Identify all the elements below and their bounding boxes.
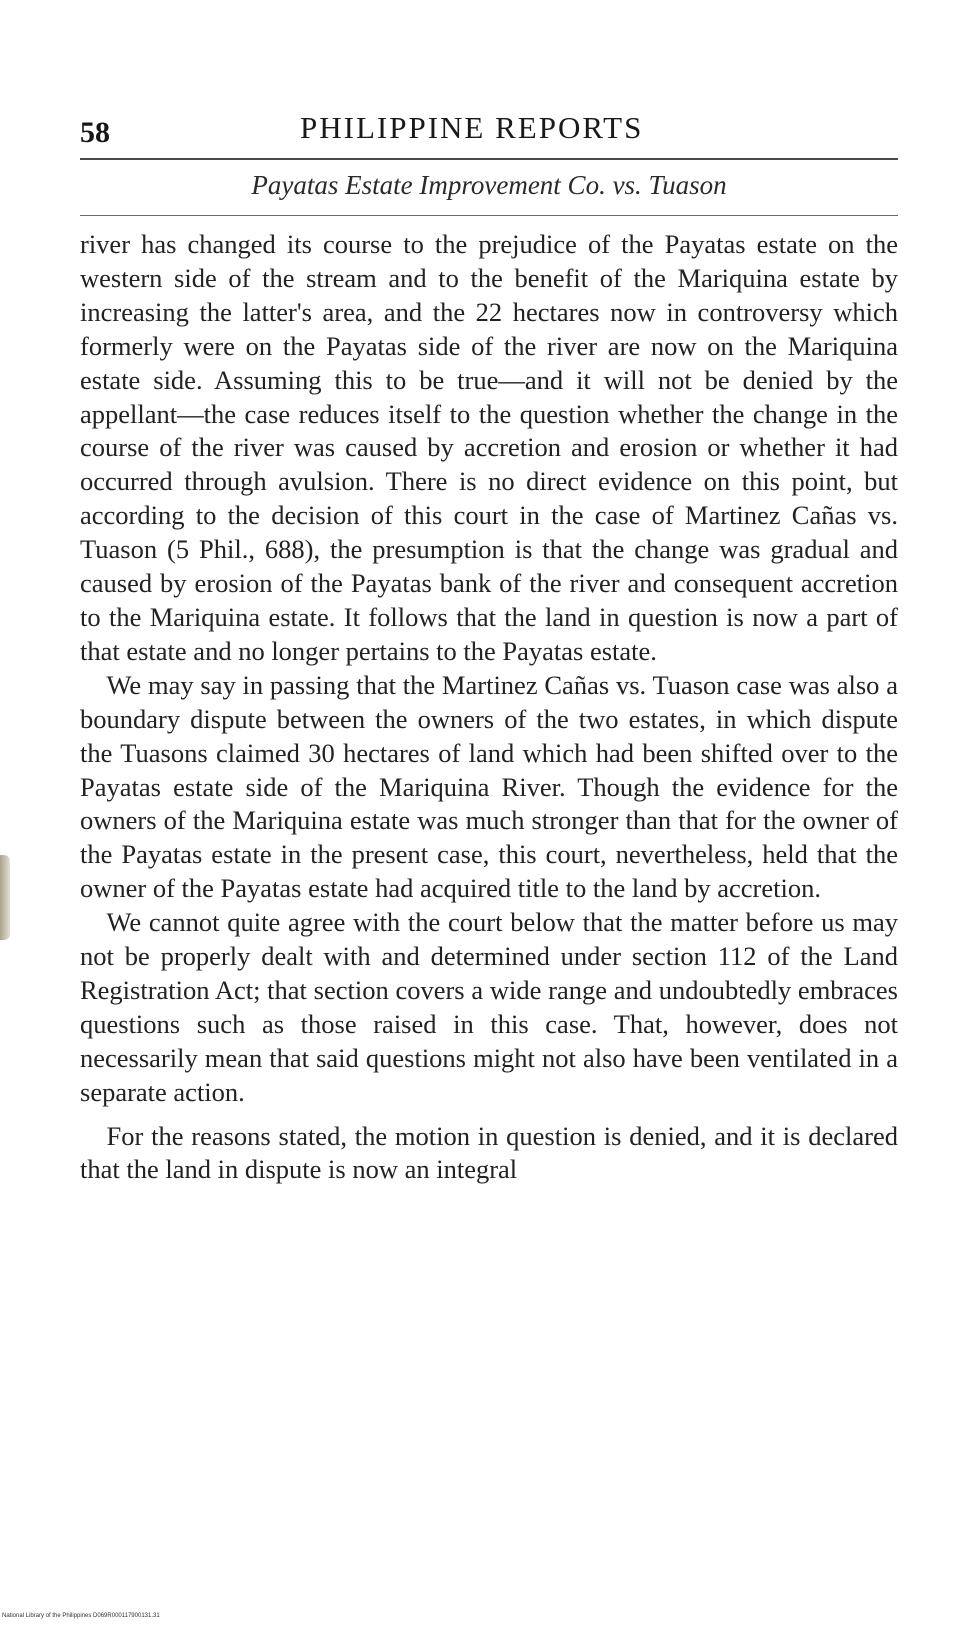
paragraph-4: For the reasons stated, the motion in question is denied, and it is declared that the land in dispute is now an integral	[80, 1120, 898, 1185]
paragraph-3: We cannot quite agree with the court below that the matter before us may not be properly dealt with and determined under section 112 of the Land Registration Act; that section covers a wide range and undoubtedly embraces questions such as those raised in this case. That, however, does not necessarily mean that said questions might not also have been ventilated in a separate action.	[80, 907, 898, 1107]
case-heading: Payatas Estate Improvement Co. vs. Tuason	[251, 170, 727, 200]
paragraph-1: river has changed its course to the prejudice of the Payatas estate on the western side of the stream and to the benefit of the Mariquina estate by increasing the latter's area, and the 22 hectares now in controversy which formerly were on the Payatas side of the river are now on the Mariquina estate side. Assuming this to be true—and it will not be denied by the appellant—the case reduces itself to the question whether the change in the course of the river was caused by accretion and erosion or whether it had occurred through avulsion. There is no direct evidence on this point, but according to the decision of this court in the case of Martinez Cañas vs. Tuason (5 Phil., 688), the presumption is that the change was gradual and caused by erosion of the Payatas bank of the river and consequent accretion to the Mariquina estate. It follows that the land in question is now a part of that estate and no longer pertains to the Payatas estate.	[80, 229, 898, 666]
header-rule-bottom	[80, 215, 898, 216]
page-edge-mark	[0, 855, 10, 940]
footer-credit: National Library of the Philippines D069R000117900131.31	[2, 1613, 160, 1619]
header-rule-top	[80, 158, 898, 160]
running-title: PHILIPPINE REPORTS	[300, 110, 644, 145]
body-text	[80, 228, 898, 1187]
paragraph-2: We may say in passing that the Martinez Cañas vs. Tuason case was also a boundary dispute between the owners of the two estates, in which dispute the Tuasons claimed 30 hectares of land which had been shifted over to the Payatas estate side of the Mariquina River. Though the evidence for the owners of the Mariquina estate was much stronger than that for the owner of the Payatas estate in the present case, this court, nevertheless, held that the owner of the Payatas estate had acquired title to the land by accretion.	[80, 669, 898, 904]
page-number: 58	[80, 116, 110, 149]
